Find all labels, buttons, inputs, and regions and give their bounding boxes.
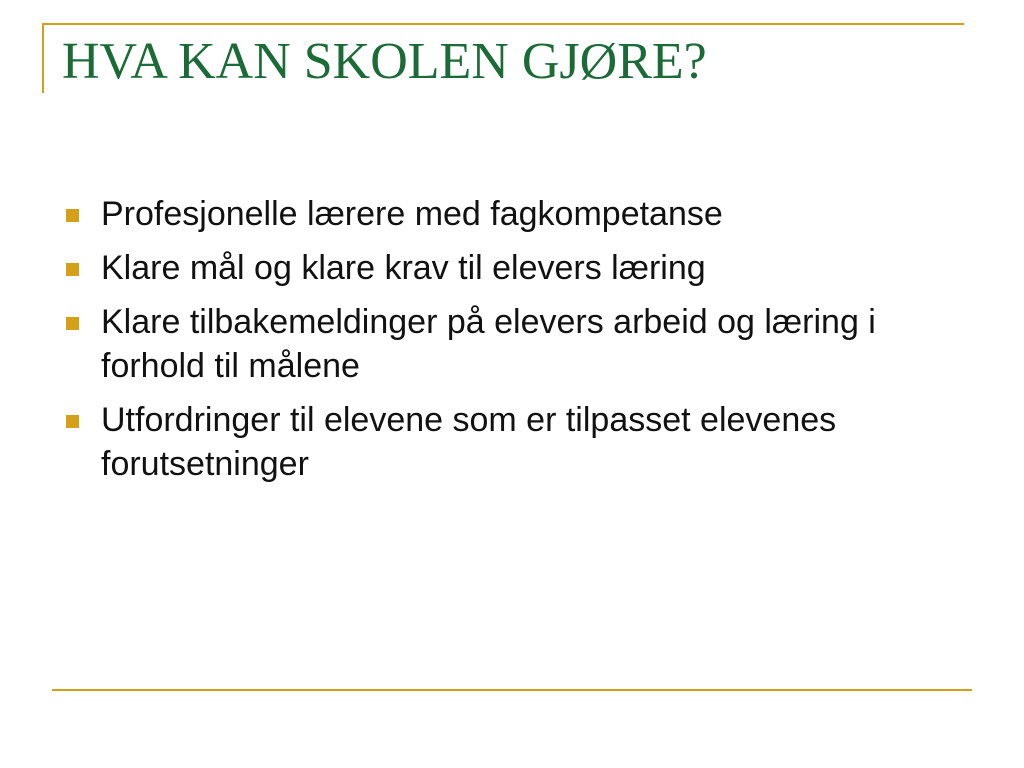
square-bullet-icon: [66, 209, 79, 222]
square-bullet-icon: [66, 263, 79, 276]
bullet-item: [66, 192, 946, 236]
bullet-list: [66, 192, 946, 496]
left-rule: [42, 23, 44, 93]
bullet-item: [66, 300, 946, 388]
bullet-item: [66, 398, 946, 486]
bullet-text: Profesjonelle lærere med fagkompetanse: [101, 195, 723, 233]
slide-title: HVA KAN SKOLEN GJØRE?: [62, 33, 707, 90]
bottom-rule: [52, 689, 972, 691]
bullet-text: Klare tilbakemeldinger på elevers arbeid og læring i forhold til målene: [101, 303, 876, 385]
bullet-text: Utfordringer til elevene som er tilpasset elevenes forutsetninger: [101, 401, 837, 483]
bullet-item: [66, 246, 946, 290]
square-bullet-icon: [66, 415, 79, 428]
square-bullet-icon: [66, 317, 79, 330]
bullet-text: Klare mål og klare krav til elevers læring: [101, 249, 706, 287]
top-rule: [42, 23, 964, 25]
